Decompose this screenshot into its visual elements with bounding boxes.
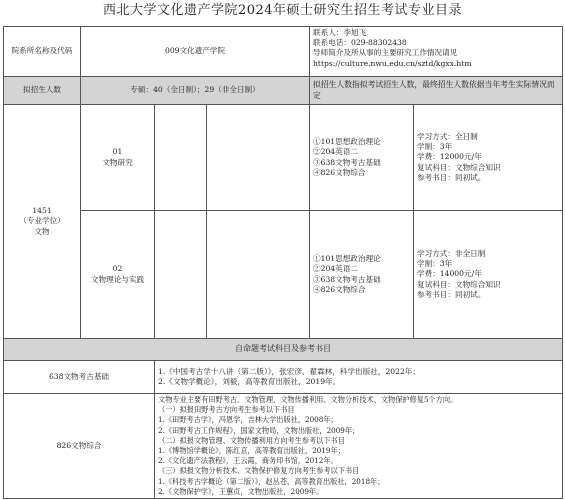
page-title: 西北大学文化遗产学院2024年硕士研究生招生考试专业目录 [102,3,463,18]
enroll-row [4,77,563,105]
blank-cell [155,211,207,339]
dept-value: 009文化遗产学院 [81,27,310,77]
blank-cell [207,105,310,211]
major-type: （专业学位） [19,216,65,226]
subject-books: 1.《中国考古学十八讲（第二版）》，张宏彦、翟霖林，科学出版社，2022年； 2.《文物学概论》，刘毅，高等教育出版社，2019年。 [155,361,563,394]
direction-name: 01 文物研究 [81,105,155,211]
bibliography-header: 自命题考试科目及参考书目 [4,339,563,361]
bibliography-header-row [4,339,563,361]
enroll-note: 拟招生人数指拟考试招生人数，最终招生人数依据当年考生实际情况而定 [310,77,563,105]
subject-name: 638文物考古基础 [4,361,155,394]
subject-books: 文物专业主要有田野考古、文物管理、文物传播利用、文物分析技术、文物保护修复5个方向。 （一）拟报田野考古方向考生参考以下书目 1.《田野考古学》，冯恩学，吉林大学出版社，2008年； 2.《田野考古工作规程》，国家文物局，文物出版社，2009年； （二）拟报文物管理、文物传播利用方向考生参考以下书目 1.《博物馆学概论》，陈红京，高等教育出版社，2019年； 2.《文化遗产法教程》，王云霞，商务印书馆，2012年。 （三）拟报文物分析技术、文物保护修复方向考生参考以下书目 1.《科技考古学概论（第二版）》，赵丛苍，高等教育出版社，2018年； 2.《文物保护学》，王蕙贞，文物出版社，2009年。 [155,394,563,499]
major-cell [4,105,81,339]
enroll-label: 拟招生人数 [4,77,81,105]
dept-row [4,27,563,77]
study-info: 学习方式：非全日制 学制：3年 学费：14000元/年 复试科目：文物综合知识 参考书目：同初试。 [414,211,563,339]
blank-cell [155,105,207,211]
contact-phone: 联系电话：029-88302438 [313,38,407,48]
catalog-table [3,26,563,499]
direction-row-1 [4,105,563,211]
subject-name: 826文物综合 [4,394,155,499]
blank-cell [207,211,310,339]
exam-subjects: ①101思想政治理论 ②204英语二 ③638文物考古基础 ④826文物综合 [310,211,414,339]
contact-person: 联系人：李旭飞 [313,28,367,37]
contact-info [310,27,563,77]
direction-name: 02 文物理论与实践 [81,211,155,339]
direction-row-2 [4,211,563,339]
major-code: 1451 [32,206,52,216]
advisor-link[interactable]: https://culture.nwu.edu.cn/sztd/kgxx.htm [313,58,472,68]
subject-row [4,394,563,499]
exam-subjects: ①101思想政治理论 ②204英语二 ③638文物考古基础 ④826文物综合 [310,105,414,211]
subject-row [4,361,563,394]
enroll-value: 专硕：40（全日制）；29（非全日制） [81,77,310,105]
dept-label: 院系所名称及代码 [4,27,81,77]
study-info: 学习方式：全日制 学制：3年 学费：12000元/年 复试科目：文物综合知识 参考书目：同初试。 [414,105,563,211]
major-name: 文物 [34,226,50,236]
advisor-note: 导师简介及所从事的主要研究工作情况请见 [313,48,458,58]
